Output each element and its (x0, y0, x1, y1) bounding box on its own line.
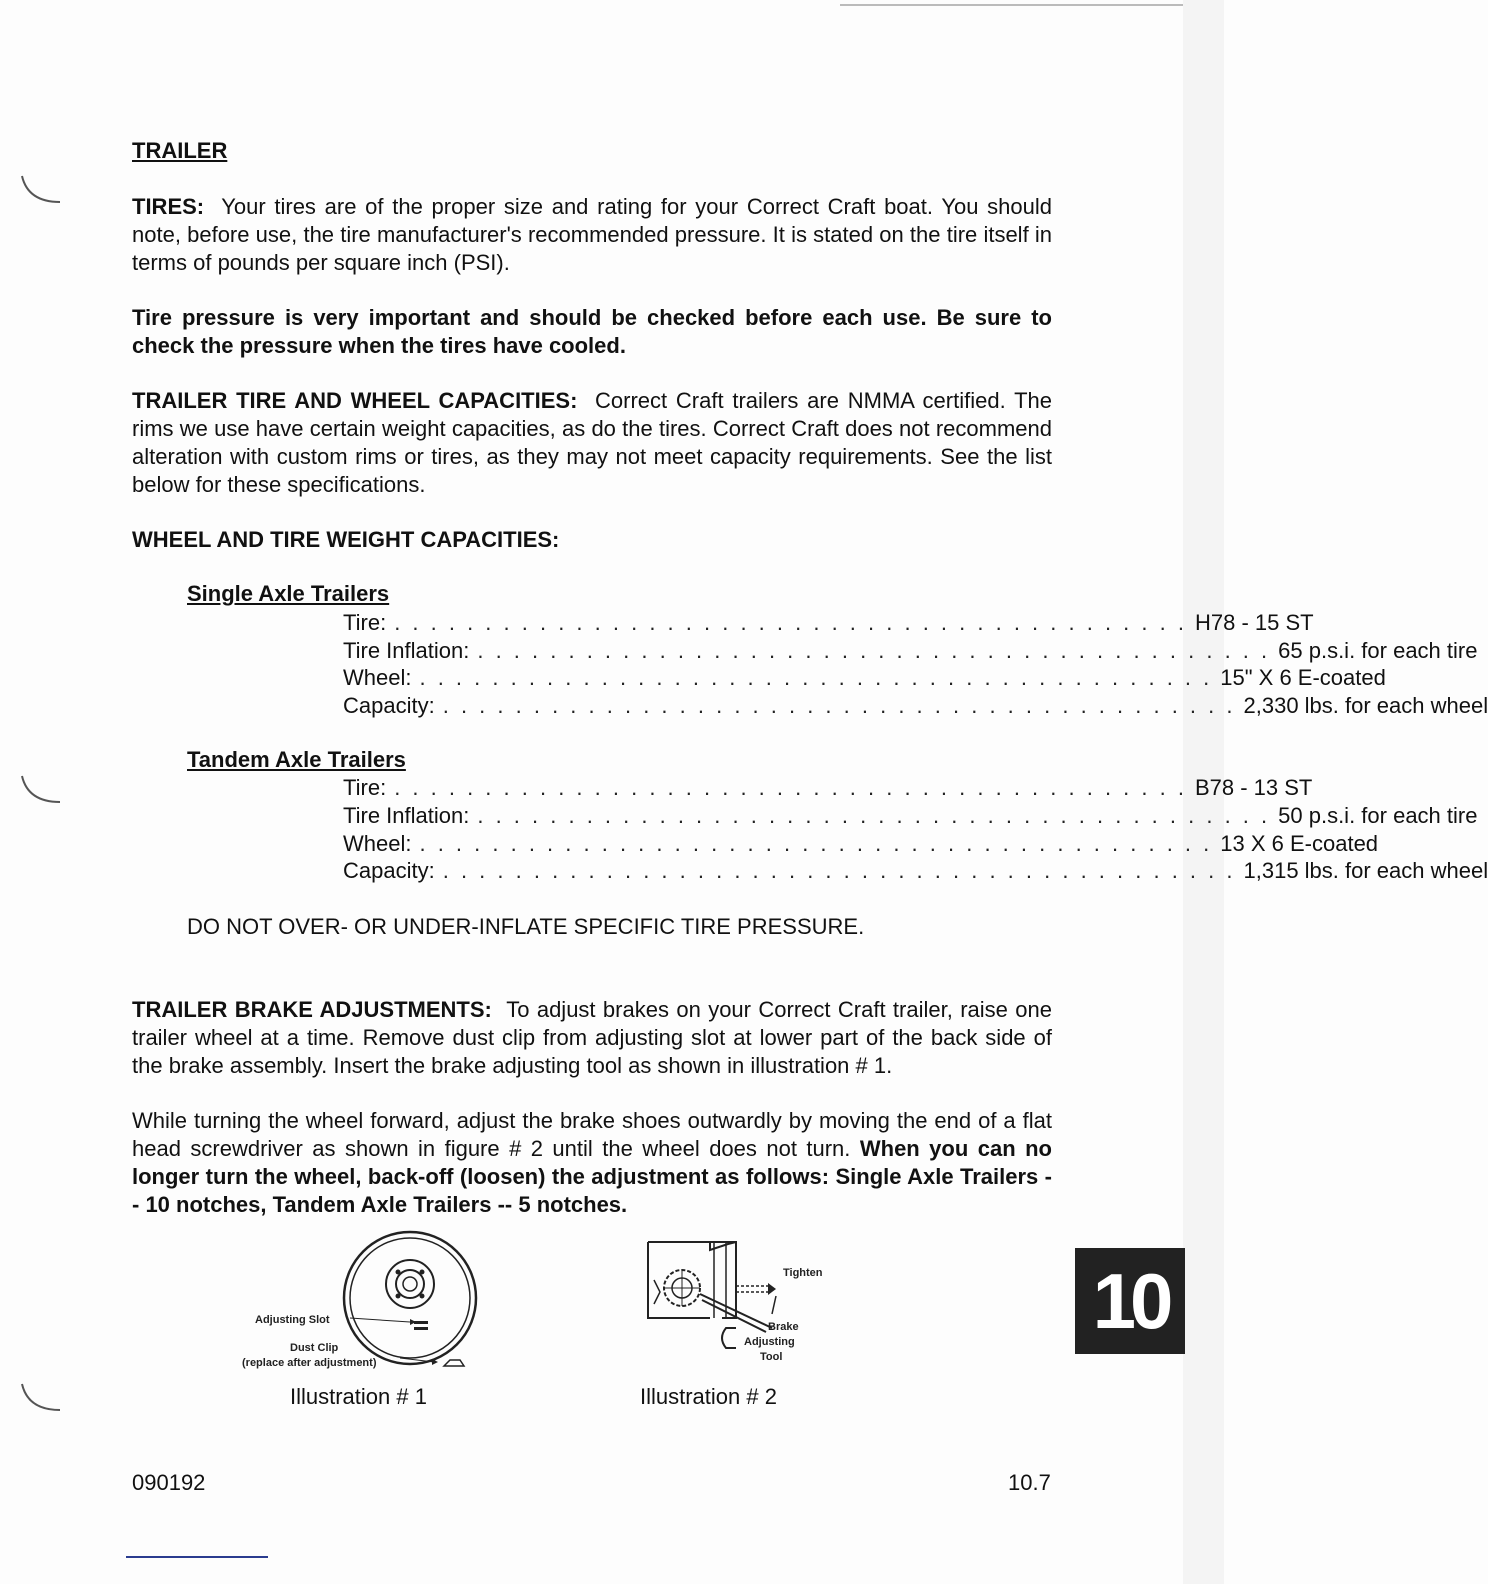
spec-row (343, 609, 1314, 637)
spec-row (343, 774, 1313, 802)
spec-label: Tire Inflation: (343, 803, 470, 828)
inflate-warning: DO NOT OVER- OR UNDER-INFLATE SPECIFIC TIRE PRESSURE. (187, 914, 865, 939)
leader-dots: . . . . . . . . . . . . . . . . . . . . . . . . . . . . . . . . . . . . . . . . . . . . (477, 638, 1271, 663)
tires-paragraph (132, 193, 1052, 277)
leader-dots: . . . . . . . . . . . . . . . . . . . . . . . . . . . . . . . . . . . . . . . . . . . . (419, 831, 1213, 856)
spec-value: H78 - 15 ST (1194, 610, 1314, 635)
turning-text: While turning the wheel forward, adjust the brake shoes outwardly by moving the end of a flat head screwdriver as shown in figure # 2 until the wheel does not turn. (132, 1108, 1052, 1161)
tool-label-line-3: Tool (760, 1351, 783, 1363)
spec-label: Wheel: (343, 831, 412, 856)
spec-row (343, 830, 1379, 858)
brakes-paragraph (132, 996, 1052, 1080)
leader-dots: . . . . . . . . . . . . . . . . . . . . . . . . . . . . . . . . . . . . . . . . . . . . (442, 693, 1236, 718)
spec-value: 15" X 6 E-coated (1220, 665, 1386, 690)
tandem-axle-title: Tandem Axle Trailers (187, 747, 406, 772)
spec-row (343, 692, 1488, 720)
section-tab: 10 (1075, 1248, 1185, 1354)
doc-code: 090192 (132, 1470, 206, 1495)
leader-dots: . . . . . . . . . . . . . . . . . . . . . . . . . . . . . . . . . . . . . . . . . . . . (442, 858, 1236, 883)
top-edge-line (840, 4, 1185, 6)
spec-row (343, 637, 1478, 665)
adjusting-slot-label: Adjusting Slot (255, 1314, 330, 1326)
tighten-label: Tighten (783, 1267, 823, 1279)
tires-text: Your tires are of the proper size and rating for your Correct Craft boat. You should note, before use, the tire manufacturer's recommended pressure. It is stated on the tire itself in terms of pounds per square inch (PSI). (132, 194, 1053, 275)
spec-value: 50 p.s.i. for each tire (1278, 803, 1478, 828)
capacities-text: Correct Craft trailers are NMMA certified. The rims we use have certain weight capacities, as do the tires. Correct Craft does not recommend alteration with custom rims or tires, as they may not meet capacity requirements. See the list below for these specifications. (132, 388, 1052, 497)
page-number: 10.7 (1008, 1470, 1051, 1495)
tool-label-line-1: Brake (768, 1321, 799, 1333)
brakes-label: TRAILER BRAKE ADJUSTMENTS: (132, 997, 492, 1022)
single-axle-title: Single Axle Trailers (187, 581, 390, 606)
section-title: TRAILER (132, 138, 228, 163)
brake-illustration (640, 1232, 840, 1372)
spec-row (343, 802, 1478, 830)
brakes-text: To adjust brakes on your Correct Craft trailer, raise one trailer wheel at a time. Remove dust clip from adjusting slot at lower part of the back side of the brake assembly. Insert the brake adjusting tool as shown in illustration # 1. (132, 997, 1053, 1078)
binder-hole-icon (14, 1380, 64, 1420)
dust-clip-label: Dust Clip (290, 1342, 339, 1354)
capacities-label: TRAILER TIRE AND WHEEL CAPACITIES: (132, 388, 578, 413)
spec-label: Tire: (343, 610, 387, 635)
spec-label: Capacity: (343, 858, 435, 883)
leader-dots: . . . . . . . . . . . . . . . . . . . . . . . . . . . . . . . . . . . . . . . . . . . . (394, 775, 1187, 800)
spec-label: Capacity: (343, 693, 435, 718)
spec-label: Wheel: (343, 665, 412, 690)
binder-hole-icon (14, 172, 64, 212)
dust-clip-icon (398, 1352, 468, 1372)
spec-label: Tire: (343, 775, 387, 800)
leader-dots: . . . . . . . . . . . . . . . . . . . . . . . . . . . . . . . . . . . . . . . . . . . . (477, 803, 1271, 828)
pressure-warning: Tire pressure is very important and should be checked before each use. Be sure to check the pressure when the tires have cooled. (132, 305, 1052, 358)
weight-heading: WHEEL AND TIRE WEIGHT CAPACITIES: (132, 527, 560, 552)
bottom-edge-line (126, 1556, 268, 1558)
turning-paragraph (132, 1107, 1052, 1219)
spec-value: 65 p.s.i. for each tire (1278, 638, 1478, 663)
tires-label: TIRES: (132, 194, 205, 219)
illustration-1-caption: Illustration # 1 (290, 1384, 427, 1409)
spec-value: B78 - 13 ST (1194, 775, 1313, 800)
capacities-paragraph (132, 387, 1052, 499)
illustration-2-caption: Illustration # 2 (640, 1384, 777, 1409)
turning-bold: When you can no longer turn the wheel, back-off (loosen) the adjustment as follows: Single Axle Trailers -- 10 notches, Tandem Axle Trailers -- 5 notches. (132, 1136, 1052, 1217)
spec-row (343, 857, 1488, 885)
leader-dots: . . . . . . . . . . . . . . . . . . . . . . . . . . . . . . . . . . . . . . . . . . . . (394, 610, 1187, 635)
spec-value: 2,330 lbs. for each wheel (1243, 693, 1488, 718)
dust-clip-note: (replace after adjustment) (242, 1357, 377, 1369)
spec-value: 1,315 lbs. for each wheel (1243, 858, 1488, 883)
spec-value: 13 X 6 E-coated (1220, 831, 1379, 856)
binder-hole-icon (14, 772, 64, 812)
spec-label: Tire Inflation: (343, 638, 470, 663)
tool-label-line-2: Adjusting (744, 1336, 795, 1348)
spec-row (343, 664, 1386, 692)
leader-dots: . . . . . . . . . . . . . . . . . . . . . . . . . . . . . . . . . . . . . . . . . . . . (419, 665, 1213, 690)
